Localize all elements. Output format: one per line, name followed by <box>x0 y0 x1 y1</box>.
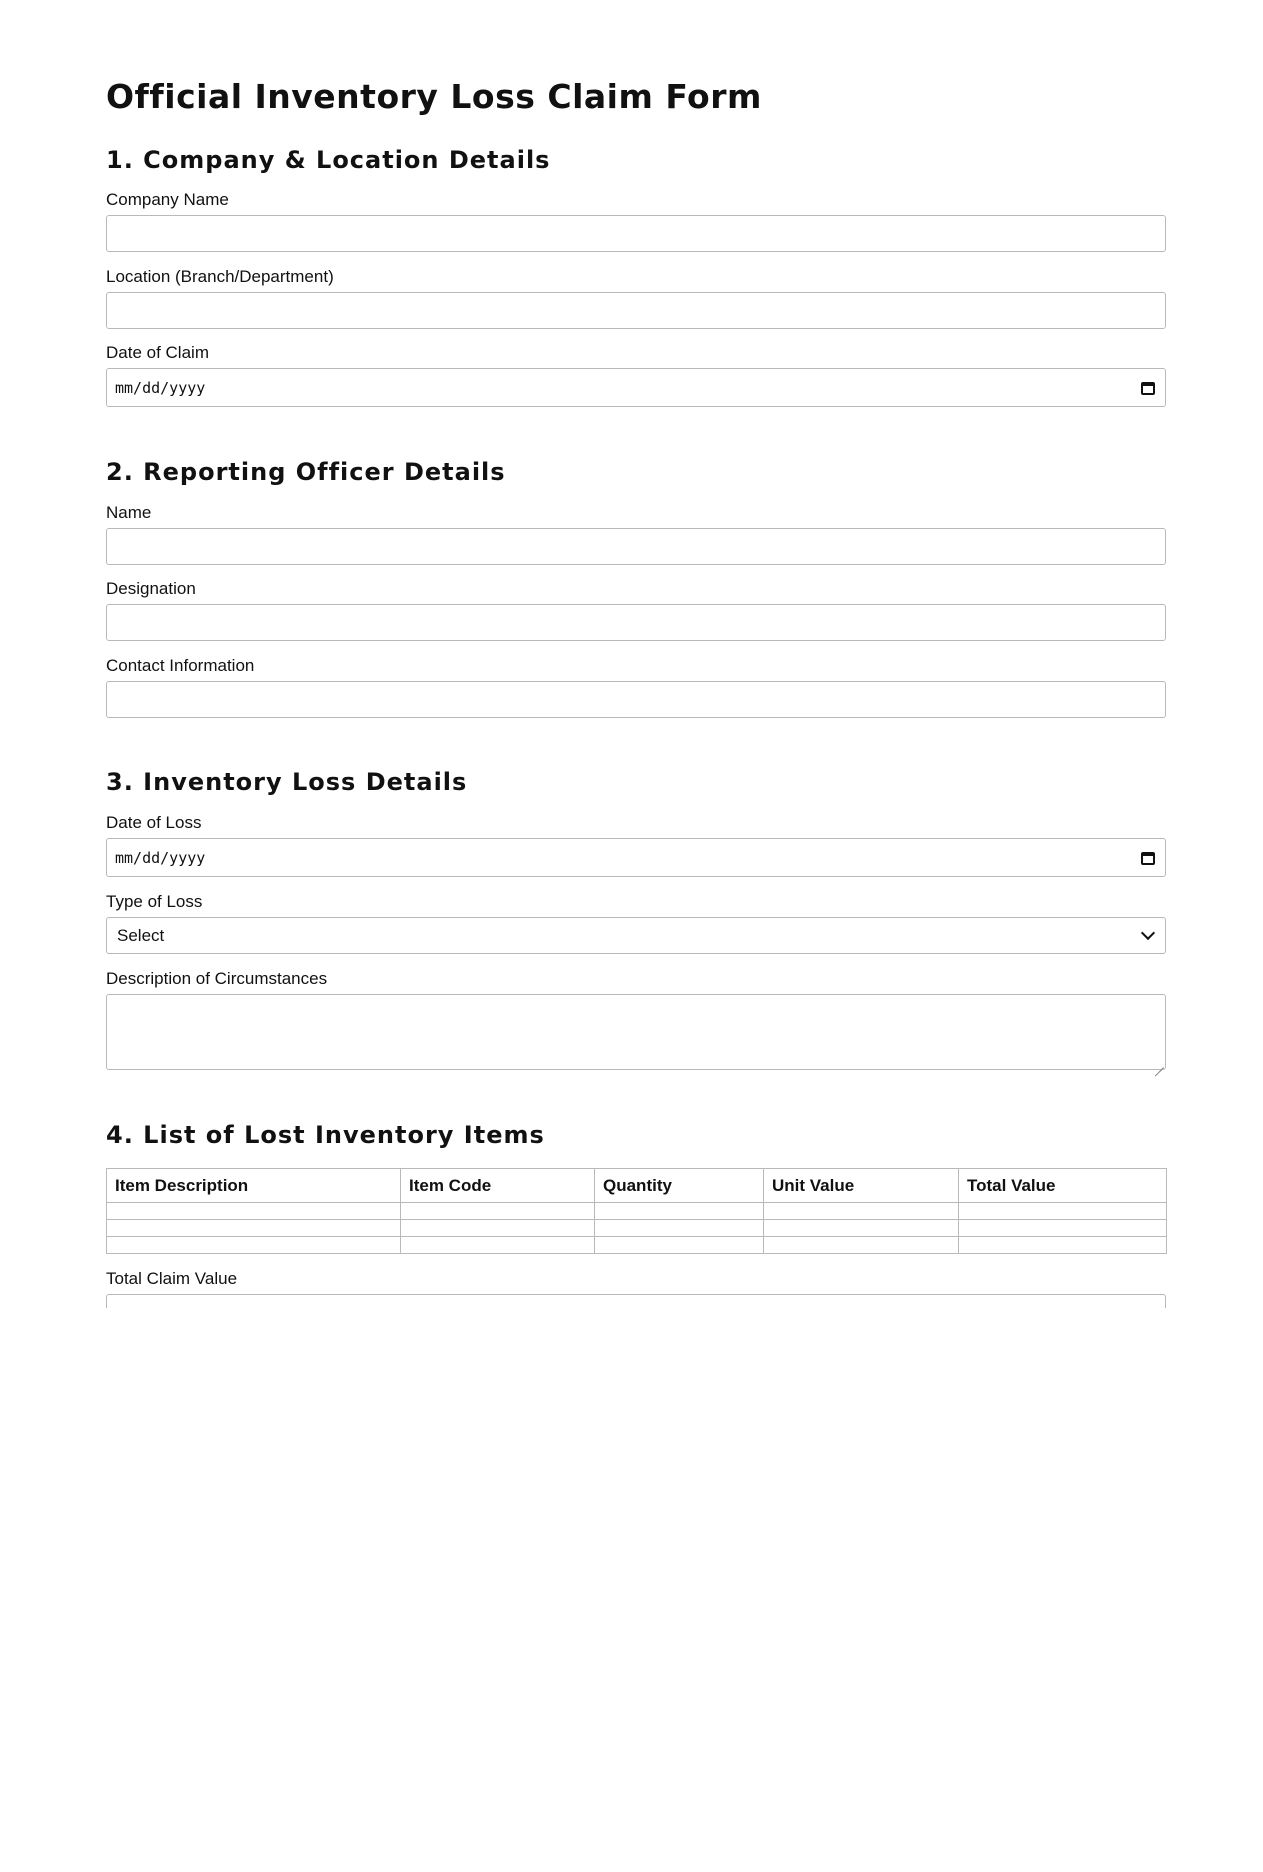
table-cell[interactable] <box>595 1237 764 1254</box>
table-header-row <box>107 1169 1167 1203</box>
table-cell[interactable] <box>401 1237 595 1254</box>
table-cell[interactable] <box>401 1203 595 1220</box>
description-label: Description of Circumstances <box>106 969 328 988</box>
table-cell[interactable] <box>959 1237 1167 1254</box>
section-heading-loss: 3. Inventory Loss Details <box>106 768 468 796</box>
section-heading-company: 1. Company & Location Details <box>106 146 551 174</box>
table-cell[interactable] <box>764 1237 959 1254</box>
company-name-input[interactable] <box>106 215 1166 252</box>
table-cell[interactable] <box>764 1220 959 1237</box>
type-of-loss-selected: Select <box>117 925 165 945</box>
location-label: Location (Branch/Department) <box>106 267 334 286</box>
page-title: Official Inventory Loss Claim Form <box>106 77 762 116</box>
table-cell[interactable] <box>595 1203 764 1220</box>
officer-name-input[interactable] <box>106 528 1166 565</box>
description-wrapper <box>106 994 1166 1070</box>
column-header-item-description: Item Description <box>107 1169 401 1203</box>
column-header-unit-value: Unit Value <box>764 1169 959 1203</box>
contact-label: Contact Information <box>106 656 255 675</box>
date-of-claim-label: Date of Claim <box>106 343 209 362</box>
resize-grip-icon[interactable] <box>1154 1058 1164 1068</box>
designation-label: Designation <box>106 579 196 598</box>
table-row <box>107 1203 1167 1220</box>
column-header-total-value: Total Value <box>959 1169 1167 1203</box>
company-name-label: Company Name <box>106 190 229 209</box>
date-of-loss-label: Date of Loss <box>106 813 202 832</box>
type-of-loss-label: Type of Loss <box>106 892 203 911</box>
designation-input[interactable] <box>106 604 1166 641</box>
date-of-claim-placeholder: mm/dd/yyyy <box>115 378 206 397</box>
total-claim-value-input[interactable] <box>106 1294 1166 1308</box>
type-of-loss-select[interactable] <box>106 917 1166 954</box>
calendar-icon[interactable] <box>1141 381 1155 395</box>
table-row <box>107 1220 1167 1237</box>
lost-items-table <box>106 1168 1167 1254</box>
section-heading-items: 4. List of Lost Inventory Items <box>106 1121 545 1149</box>
date-of-loss-input[interactable] <box>106 838 1166 877</box>
chevron-down-icon <box>1141 926 1155 940</box>
total-claim-value-label: Total Claim Value <box>106 1269 238 1288</box>
contact-input[interactable] <box>106 681 1166 718</box>
table-cell[interactable] <box>107 1220 401 1237</box>
table-cell[interactable] <box>959 1220 1167 1237</box>
table-cell[interactable] <box>764 1203 959 1220</box>
column-header-quantity: Quantity <box>595 1169 764 1203</box>
table-row <box>107 1237 1167 1254</box>
table-cell[interactable] <box>107 1203 401 1220</box>
section-heading-officer: 2. Reporting Officer Details <box>106 458 506 486</box>
date-of-loss-placeholder: mm/dd/yyyy <box>115 848 206 867</box>
calendar-icon[interactable] <box>1141 851 1155 865</box>
table-cell[interactable] <box>401 1220 595 1237</box>
total-claim-value-clip <box>106 1294 1166 1308</box>
table-cell[interactable] <box>959 1203 1167 1220</box>
table-cell[interactable] <box>595 1220 764 1237</box>
location-input[interactable] <box>106 292 1166 329</box>
column-header-item-code: Item Code <box>401 1169 595 1203</box>
date-of-claim-input[interactable] <box>106 368 1166 407</box>
description-textarea[interactable] <box>106 994 1166 1070</box>
table-cell[interactable] <box>107 1237 401 1254</box>
officer-name-label: Name <box>106 503 152 522</box>
